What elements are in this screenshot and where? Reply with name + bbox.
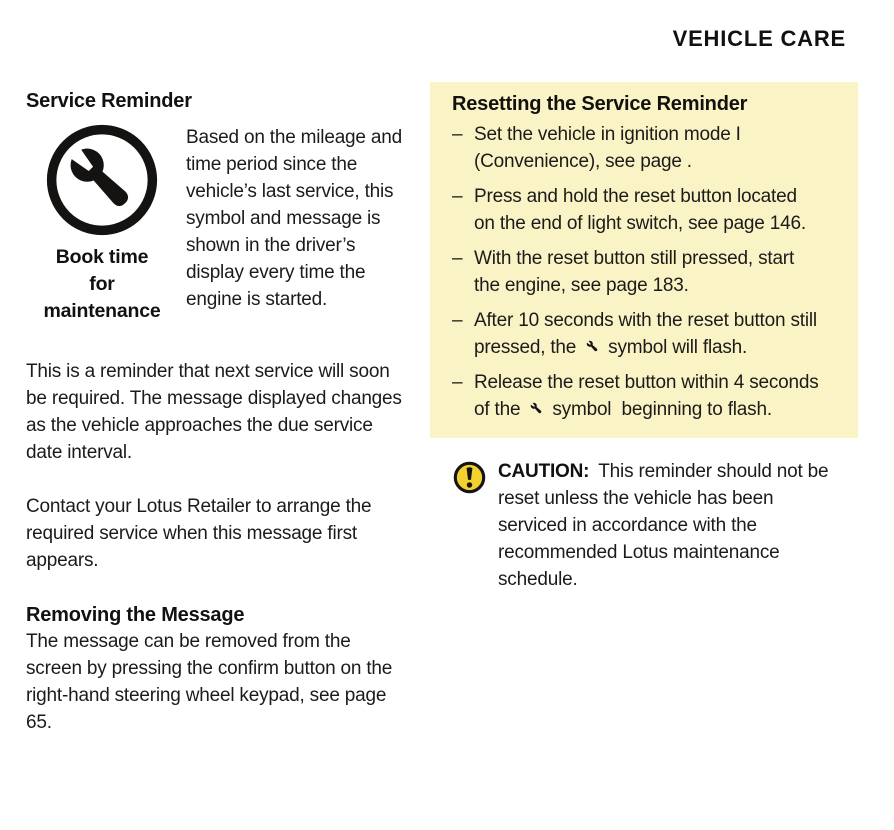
- reset-step-text: Press and hold the reset button located on the end of light switch, see page 146.: [474, 186, 806, 234]
- caution-label: CAUTION:: [498, 461, 590, 482]
- icon-caption-line: maintenance: [43, 300, 161, 322]
- service-reminder-heading: Service Reminder: [26, 90, 192, 112]
- caution-body: This reminder should not be reset unless the vehicle has been serviced in accordance with the recommended Lotus maintenance schedule.: [498, 461, 829, 590]
- reset-step: [452, 369, 822, 423]
- wrench-circle-icon: [45, 123, 159, 237]
- wrench-icon: [526, 398, 547, 419]
- reset-procedure-panel: [430, 82, 858, 438]
- reset-step-text: Set the vehicle in ignition mode I (Convenience), see page .: [474, 124, 741, 172]
- bullet-dash: –: [452, 310, 463, 331]
- reset-step-text: With the reset button still pressed, start the engine, see page 183.: [474, 248, 795, 296]
- bullet-dash: –: [452, 372, 463, 393]
- reset-steps-list: [452, 121, 822, 423]
- icon-caption-line: for: [89, 273, 115, 295]
- left-column: [26, 88, 404, 736]
- caution-text: [498, 458, 830, 593]
- removing-message-heading: Removing the Message: [26, 604, 245, 626]
- icon-caption: [26, 244, 178, 325]
- removing-message-body: The message can be removed from the screen by pressing the confirm button on the right-hand steering wheel keypad, see page 65.: [26, 631, 393, 733]
- wrench-icon: [582, 336, 603, 357]
- reset-step: [452, 183, 822, 237]
- bullet-dash: –: [452, 124, 463, 145]
- reminder-paragraph: This is a reminder that next service will soon be required. The message displayed changes as the vehicle approaches the due service date interval.: [26, 361, 402, 463]
- caution-note: [430, 458, 858, 593]
- service-icon-block: [26, 123, 178, 325]
- reset-step-text: Release the reset button within 4 seconds of the symbol beginning to flash.: [474, 372, 819, 420]
- service-icon-row: [26, 123, 404, 325]
- reset-panel-heading: Resetting the Service Reminder: [452, 93, 748, 115]
- intro-text: Based on the mileage and time period since the vehicle’s last service, this symbol and message is shown in the driver’s display every time the engine is started.: [186, 127, 402, 310]
- bullet-dash: –: [452, 248, 463, 269]
- contact-paragraph: Contact your Lotus Retailer to arrange the required service when this message first appears.: [26, 496, 372, 571]
- bullet-dash: –: [452, 186, 463, 207]
- reset-step: [452, 245, 822, 299]
- icon-caption-line: Book time: [55, 246, 149, 268]
- warning-icon: [452, 460, 487, 495]
- reset-step: [452, 121, 822, 175]
- reset-step: [452, 307, 822, 361]
- page-title: VEHICLE CARE: [672, 26, 846, 51]
- right-column: [430, 82, 858, 593]
- reset-step-text: After 10 seconds with the reset button still pressed, the symbol will flash.: [474, 310, 817, 358]
